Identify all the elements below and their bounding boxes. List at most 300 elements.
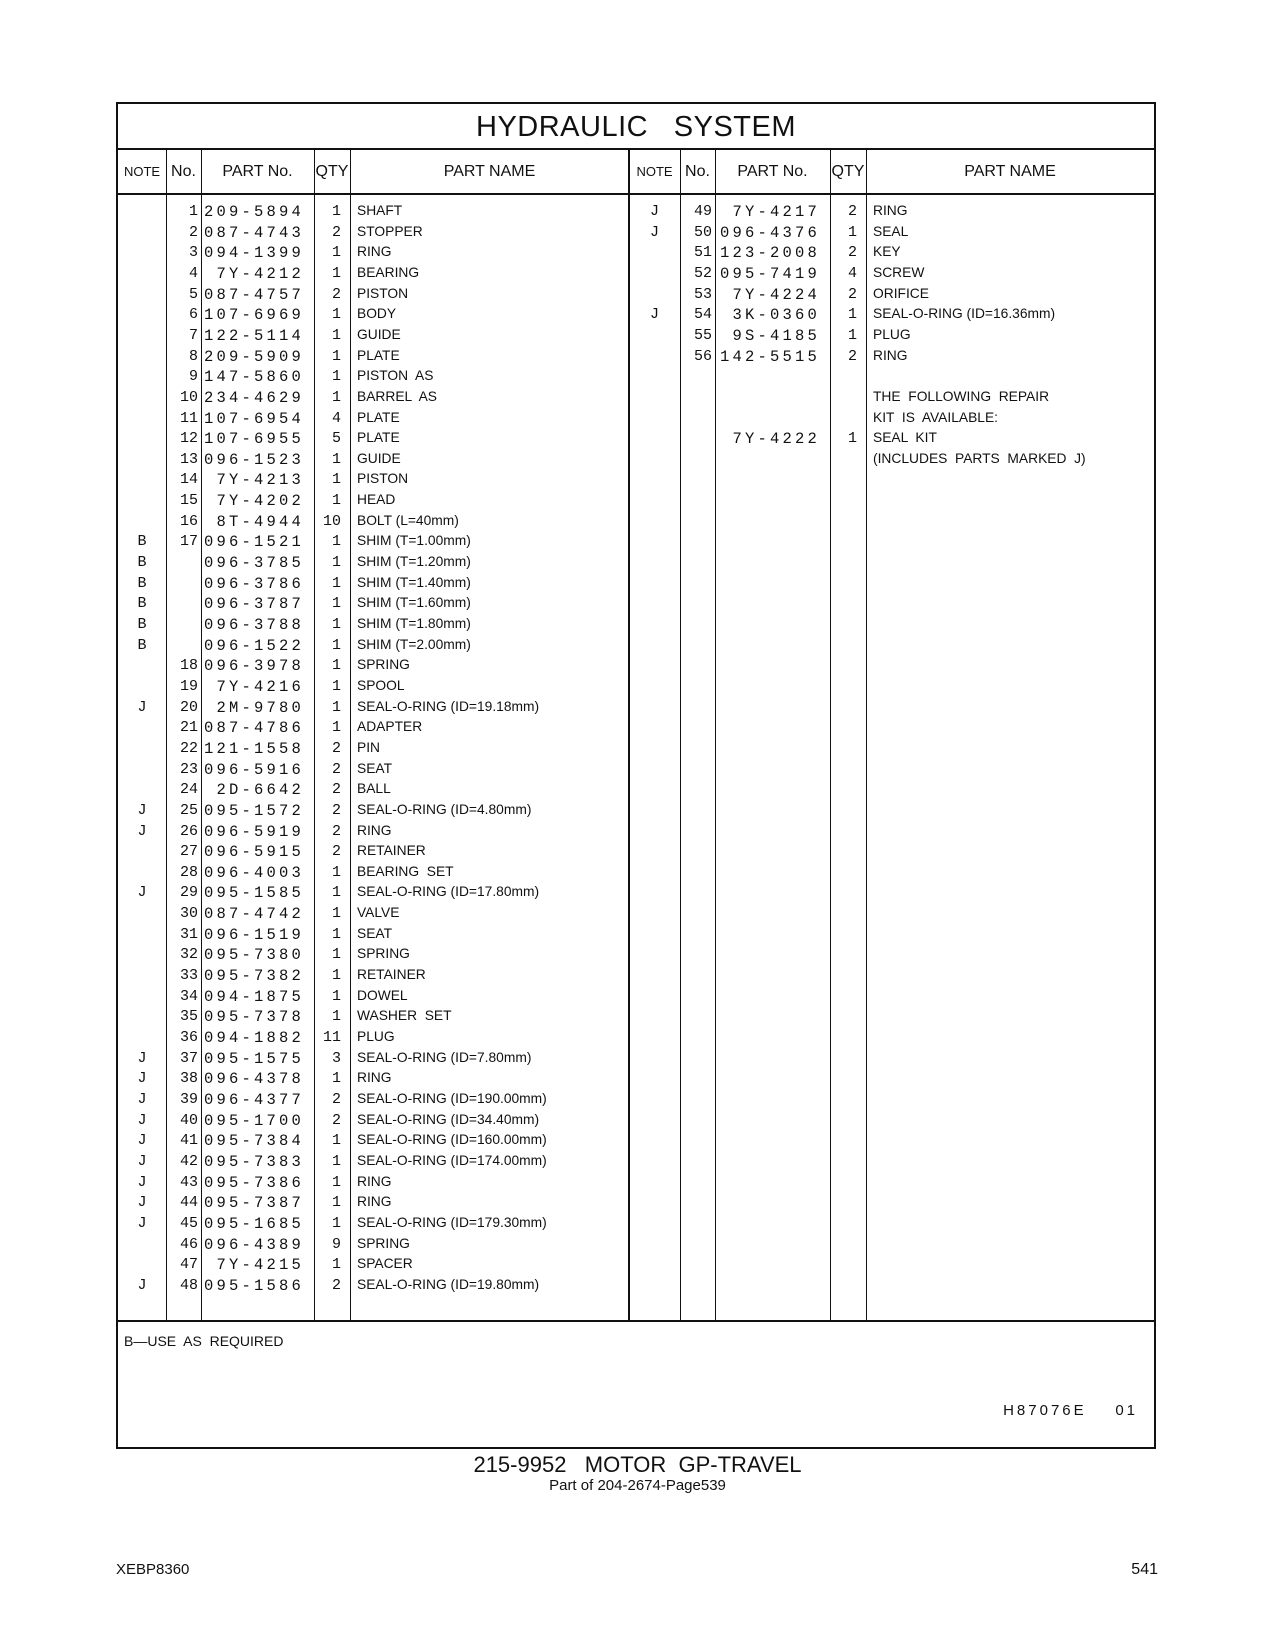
item-number-cell: 34	[179, 987, 198, 1005]
item-number-cell: 20	[179, 698, 198, 716]
part-name-cell: RING	[357, 244, 392, 260]
part-number-cell: 7Y-4217	[732, 203, 820, 221]
part-name-cell: SEAL-O-RING (ID=7.80mm)	[357, 1049, 532, 1065]
part-number-cell: 095-7383	[203, 1152, 304, 1171]
quantity-cell: 1	[331, 616, 341, 633]
item-number-cell: 18	[179, 657, 198, 675]
note-cell: J	[137, 822, 147, 840]
part-name-cell: DOWEL	[357, 987, 408, 1003]
part-number-cell: 096-1519	[203, 925, 304, 944]
part-number-cell: 9S-4185	[732, 326, 820, 345]
note-cell: J	[649, 203, 659, 220]
table-row	[118, 513, 1154, 535]
note-cell: B	[137, 636, 147, 654]
part-number-cell: 095-1586	[203, 1276, 304, 1295]
quantity-cell: 1	[331, 595, 341, 613]
quantity-cell: 1	[331, 203, 341, 220]
quantity-cell: 11	[322, 1029, 341, 1046]
table-row	[118, 1029, 1154, 1051]
part-number-cell: 107-6955	[203, 430, 304, 449]
table-row	[118, 1008, 1154, 1030]
item-number-cell: 33	[179, 967, 198, 985]
part-number-cell: 096-1521	[203, 533, 304, 552]
part-name-cell: GUIDE	[357, 450, 401, 466]
table-row	[118, 678, 1154, 700]
table-row	[118, 843, 1154, 865]
table-row	[118, 471, 1154, 493]
quantity-cell: 1	[331, 1008, 341, 1026]
part-name-cell: STOPPER	[357, 223, 423, 239]
quantity-cell: 1	[331, 264, 341, 282]
part-number-cell: 095-7419	[719, 264, 820, 283]
table-row	[118, 203, 1154, 225]
table-row	[118, 740, 1154, 762]
part-name-cell: BEARING	[357, 264, 420, 280]
note-cell: B	[137, 574, 147, 592]
part-name-cell: ADAPTER	[357, 719, 423, 735]
table-row	[118, 761, 1154, 783]
item-number-cell: 12	[179, 430, 198, 448]
quantity-cell: 1	[331, 677, 341, 695]
table-row	[118, 575, 1154, 597]
quantity-cell: 1	[331, 533, 341, 551]
quantity-cell: 10	[322, 512, 341, 530]
part-name-cell: BOLT (L=40mm)	[357, 512, 459, 528]
item-number-cell: 6	[188, 306, 198, 324]
part-number-cell: 096-3978	[203, 657, 304, 676]
part-number-cell: 095-7378	[203, 1008, 304, 1027]
table-row	[118, 1091, 1154, 1113]
part-number-cell: 096-4376	[719, 223, 820, 242]
quantity-cell: 2	[331, 843, 341, 861]
quantity-cell: 1	[331, 368, 341, 386]
caption-sub: Part of 204-2674-Page539	[549, 1477, 726, 1494]
table-header	[118, 150, 1154, 195]
table-row	[118, 1153, 1154, 1175]
table-row	[118, 1070, 1154, 1092]
table-row	[118, 823, 1154, 845]
item-number-cell: 23	[179, 760, 198, 778]
part-number-cell: 087-4757	[203, 285, 304, 304]
quantity-cell: 2	[331, 223, 341, 241]
part-number-cell: 8T-4944	[216, 512, 304, 531]
quantity-cell: 3	[331, 1049, 341, 1067]
part-name-cell: PLATE	[357, 347, 400, 363]
table-body	[118, 195, 1154, 1320]
item-number-cell: 45	[179, 1214, 198, 1232]
part-name-cell: SEAL-O-RING (ID=160.00mm)	[357, 1132, 547, 1148]
quantity-cell: 1	[331, 1173, 341, 1191]
table-row	[118, 905, 1154, 927]
item-number-cell: 30	[179, 905, 198, 923]
item-number-cell: 13	[179, 450, 198, 468]
part-number-cell: 107-6969	[203, 306, 304, 325]
part-name-cell: PIN	[357, 739, 380, 755]
part-number-cell: 096-3788	[203, 616, 304, 634]
quantity-cell: 5	[331, 430, 341, 448]
part-name-cell: SEAL-O-RING (ID=174.00mm)	[357, 1152, 547, 1168]
table-row	[118, 637, 1154, 659]
part-number-cell: 107-6954	[203, 409, 304, 428]
col-header-qty-right: QTY	[831, 163, 865, 180]
part-number-cell: 2D-6642	[216, 781, 304, 800]
part-name-cell: RETAINER	[357, 843, 426, 859]
table-row	[118, 802, 1154, 824]
item-number-cell: 7	[188, 326, 198, 344]
part-number-cell: 094-1399	[203, 244, 304, 263]
quantity-cell: 1	[331, 1256, 341, 1274]
table-row	[118, 533, 1154, 555]
note-cell: J	[137, 1214, 147, 1232]
quantity-cell: 2	[331, 801, 341, 819]
item-number-cell: 32	[179, 946, 198, 964]
part-name-cell: RING	[357, 1070, 392, 1086]
note-cell: J	[137, 1194, 147, 1212]
quantity-cell: 1	[331, 326, 341, 344]
part-name-cell: RING	[357, 1173, 392, 1189]
table-row	[118, 1256, 1154, 1278]
quantity-cell: 1	[847, 306, 857, 324]
part-name-cell: SPRING	[357, 1235, 410, 1251]
item-number-cell: 28	[179, 863, 198, 881]
part-name-cell: PLATE	[357, 430, 400, 446]
quantity-cell: 1	[331, 1132, 341, 1150]
table-row	[118, 1050, 1154, 1072]
table-row	[118, 1236, 1154, 1258]
part-name-cell: VALVE	[357, 905, 400, 921]
part-name-cell: SHIM (T=1.40mm)	[357, 574, 471, 590]
part-name-cell: PISTON	[357, 471, 409, 487]
part-name-cell: PISTON AS	[357, 368, 434, 384]
col-header-note-left: NOTE	[123, 164, 161, 179]
table-row	[118, 286, 1154, 308]
drawing-code: H87076E 01	[1003, 1402, 1138, 1419]
note-cell: J	[649, 306, 659, 324]
part-name-cell: BALL	[357, 781, 391, 797]
quantity-cell: 1	[847, 223, 857, 241]
part-number-cell: 096-3785	[203, 554, 304, 573]
table-row	[118, 1112, 1154, 1134]
item-number-cell: 27	[179, 843, 198, 861]
col-header-no-left: No.	[171, 163, 196, 180]
part-number-cell: 096-5915	[203, 843, 304, 862]
note-cell: B	[137, 554, 147, 572]
part-name-cell: SHIM (T=2.00mm)	[357, 636, 471, 652]
quantity-cell: 1	[331, 574, 341, 592]
item-number-cell: 42	[179, 1152, 198, 1170]
quantity-cell: 1	[331, 946, 341, 964]
part-name-cell: SPOOL	[357, 677, 405, 693]
table-row	[118, 926, 1154, 948]
part-name-cell: SEAL-O-RING (ID=179.30mm)	[357, 1214, 547, 1230]
item-number-cell: 16	[179, 512, 198, 530]
part-number-cell: 095-7382	[203, 967, 304, 986]
table-row	[118, 224, 1154, 246]
quantity-cell: 4	[847, 264, 857, 282]
document-id: XEBP8360	[116, 1561, 190, 1578]
table-row	[118, 368, 1154, 390]
part-name-cell: PLATE	[357, 409, 400, 425]
quantity-cell: 1	[331, 1214, 341, 1232]
quantity-cell: 4	[331, 409, 341, 427]
quantity-cell: 1	[331, 1194, 341, 1212]
col-header-partname-right: PART NAME	[964, 163, 1056, 180]
quantity-cell: 1	[847, 326, 857, 344]
table-row	[118, 348, 1154, 370]
part-name-cell: RING	[873, 347, 908, 363]
quantity-cell: 2	[331, 1276, 341, 1294]
item-number-cell: 46	[179, 1235, 198, 1253]
part-name-cell: SPRING	[357, 657, 410, 673]
quantity-cell: 2	[331, 760, 341, 778]
part-number-cell: 147-5860	[203, 368, 304, 387]
part-name-cell: SEAL-O-RING (ID=34.40mm)	[357, 1111, 540, 1127]
part-number-cell: 087-4786	[203, 719, 304, 738]
item-number-cell: 14	[179, 471, 198, 489]
quantity-cell: 1	[331, 636, 341, 654]
table-row	[118, 492, 1154, 514]
part-name-cell: SHIM (T=1.20mm)	[357, 554, 471, 570]
table-row	[118, 616, 1154, 638]
quantity-cell: 1	[331, 719, 341, 737]
item-number-cell: 54	[693, 306, 712, 324]
part-name-cell: BODY	[357, 306, 397, 322]
part-number-cell: 209-5894	[203, 203, 304, 221]
part-number-cell: 121-1558	[203, 739, 304, 758]
part-name-cell: SEAT	[357, 760, 393, 776]
part-number-cell: 095-7384	[203, 1132, 304, 1151]
part-number-cell: 234-4629	[203, 388, 304, 407]
col-header-no-right: No.	[685, 163, 710, 180]
part-name-cell: PISTON	[357, 285, 409, 301]
note-cell: B	[137, 616, 147, 633]
table-row	[118, 699, 1154, 721]
note-cell: J	[137, 1173, 147, 1191]
quantity-cell: 2	[331, 1111, 341, 1129]
part-name-cell: SEAL-O-RING (ID=17.80mm)	[357, 884, 540, 900]
item-number-cell: 50	[693, 223, 712, 241]
part-number-cell: 094-1875	[203, 987, 304, 1006]
quantity-cell: 2	[847, 347, 857, 365]
parts-list-frame	[116, 102, 1156, 1449]
item-number-cell: 56	[693, 347, 712, 365]
part-name-cell: SHIM (T=1.00mm)	[357, 533, 471, 549]
part-number-cell: 7Y-4202	[216, 492, 304, 511]
quantity-cell: 1	[331, 554, 341, 572]
item-number-cell: 52	[693, 264, 712, 282]
item-number-cell: 41	[179, 1132, 198, 1150]
part-name-cell: HEAD	[357, 492, 396, 508]
col-header-note-right: NOTE	[636, 164, 673, 179]
table-row	[118, 1215, 1154, 1237]
item-number-cell: 19	[179, 677, 198, 695]
note-cell: J	[137, 698, 147, 716]
part-number-cell: 096-3787	[203, 595, 304, 614]
part-number-cell: 094-1882	[203, 1029, 304, 1047]
item-number-cell: 15	[179, 492, 198, 510]
part-name-cell: KEY	[873, 244, 901, 260]
quantity-cell: 1	[331, 388, 341, 406]
part-number-cell: 096-1522	[203, 636, 304, 655]
item-number-cell: 1	[188, 203, 198, 220]
part-number-cell: 142-5515	[719, 347, 820, 366]
page-number: 541	[1131, 1561, 1158, 1578]
item-number-cell: 25	[179, 801, 198, 819]
part-number-cell: 7Y-4224	[732, 285, 820, 304]
part-name-cell: THE FOLLOWING REPAIR	[873, 388, 1050, 404]
table-row	[118, 595, 1154, 617]
part-name-cell: SEAL-O-RING (ID=19.18mm)	[357, 698, 540, 714]
note-cell: J	[137, 801, 147, 819]
item-number-cell: 11	[179, 409, 198, 427]
note-cell: J	[649, 223, 659, 241]
quantity-cell: 1	[331, 1070, 341, 1088]
part-name-cell: BARREL AS	[357, 388, 438, 404]
quantity-cell: 2	[331, 822, 341, 840]
part-name-cell: RING	[873, 203, 908, 218]
quantity-cell: 2	[331, 781, 341, 799]
quantity-cell: 1	[847, 430, 857, 448]
part-number-cell: 095-7387	[203, 1194, 304, 1213]
col-header-qty-left: QTY	[315, 163, 349, 180]
item-number-cell: 55	[693, 326, 712, 344]
table-row	[118, 864, 1154, 886]
part-name-cell: SEAL-O-RING (ID=190.00mm)	[357, 1090, 547, 1106]
item-number-cell: 2	[188, 223, 198, 241]
part-name-cell: SPRING	[357, 946, 410, 962]
table-row	[118, 554, 1154, 576]
table-row	[118, 244, 1154, 266]
part-name-cell: SHIM (T=1.80mm)	[357, 616, 471, 631]
quantity-cell: 2	[331, 285, 341, 303]
note-cell: B	[137, 595, 147, 613]
section-title: HYDRAULIC SYSTEM	[118, 104, 1154, 150]
note-cell: J	[137, 884, 147, 902]
part-name-cell: SPACER	[357, 1256, 413, 1272]
col-header-partname-left: PART NAME	[443, 163, 536, 180]
item-number-cell: 4	[188, 264, 198, 282]
table-row	[118, 967, 1154, 989]
item-number-cell: 51	[693, 244, 712, 262]
item-number-cell: 38	[179, 1070, 198, 1088]
footnote: B—USE AS REQUIRED	[124, 1333, 284, 1349]
item-number-cell: 21	[179, 719, 198, 737]
item-number-cell: 26	[179, 822, 198, 840]
part-number-cell: 2M-9780	[216, 698, 304, 717]
part-number-cell: 095-1700	[203, 1111, 304, 1130]
part-name-cell: PLUG	[873, 326, 911, 342]
part-number-cell: 096-4377	[203, 1090, 304, 1109]
part-number-cell: 096-4389	[203, 1235, 304, 1254]
note-cell: J	[137, 1049, 147, 1067]
part-number-cell: 3K-0360	[732, 306, 820, 325]
item-number-cell: 22	[179, 739, 198, 757]
part-number-cell: 095-7386	[203, 1173, 304, 1192]
note-cell: J	[137, 1132, 147, 1150]
table-row	[118, 430, 1154, 452]
part-name-cell: RETAINER	[357, 967, 426, 983]
part-number-cell: 095-1585	[203, 884, 304, 903]
table-row	[118, 988, 1154, 1010]
table-row	[118, 781, 1154, 803]
part-name-cell: RING	[357, 1194, 392, 1210]
quantity-cell: 1	[331, 347, 341, 365]
quantity-cell: 1	[331, 884, 341, 902]
quantity-cell: 2	[847, 285, 857, 303]
table-row	[118, 884, 1154, 906]
table-row	[118, 265, 1154, 287]
part-name-cell: ORIFICE	[873, 285, 929, 301]
note-cell: J	[137, 1276, 147, 1294]
figure-caption	[0, 1453, 1275, 1495]
part-number-cell: 096-5916	[203, 760, 304, 779]
item-number-cell: 5	[188, 285, 198, 303]
col-header-partno-left: PART No.	[222, 163, 293, 180]
part-number-cell: 095-1575	[203, 1049, 304, 1068]
part-number-cell: 7Y-4212	[216, 264, 304, 283]
quantity-cell: 1	[331, 244, 341, 262]
part-number-cell: 096-4003	[203, 863, 304, 882]
part-number-cell: 095-1685	[203, 1214, 304, 1233]
table-row	[118, 719, 1154, 741]
item-number-cell: 53	[693, 285, 712, 303]
part-number-cell: 096-1523	[203, 450, 304, 469]
quantity-cell: 1	[331, 492, 341, 510]
part-number-cell: 087-4742	[203, 905, 304, 924]
item-number-cell: 24	[179, 781, 198, 799]
part-number-cell: 122-5114	[203, 326, 304, 345]
table-row	[118, 1194, 1154, 1216]
table-row	[118, 306, 1154, 328]
table-row	[118, 389, 1154, 411]
caption-main: 215-9952 MOTOR GP-TRAVEL	[473, 1452, 802, 1477]
quantity-cell: 2	[331, 739, 341, 757]
item-number-cell: 31	[179, 925, 198, 943]
table-row	[118, 410, 1154, 432]
item-number-cell: 8	[188, 347, 198, 365]
part-number-cell: 096-4378	[203, 1070, 304, 1089]
quantity-cell: 2	[847, 244, 857, 262]
table-row	[118, 1277, 1154, 1299]
part-name-cell: SHIM (T=1.60mm)	[357, 595, 471, 611]
item-number-cell: 29	[179, 884, 198, 902]
part-number-cell: 095-1572	[203, 801, 304, 820]
quantity-cell: 1	[331, 306, 341, 324]
note-cell: B	[137, 533, 147, 551]
quantity-cell: 2	[847, 203, 857, 220]
part-name-cell: SEAL-O-RING (ID=4.80mm)	[357, 801, 532, 817]
part-number-cell: 7Y-4215	[216, 1256, 304, 1275]
quantity-cell: 1	[331, 863, 341, 881]
part-name-cell: SEAL	[873, 223, 909, 239]
part-name-cell: PLUG	[357, 1029, 395, 1044]
table-row	[118, 657, 1154, 679]
part-number-cell: 7Y-4216	[216, 677, 304, 696]
part-name-cell: SEAL-O-RING (ID=19.80mm)	[357, 1276, 540, 1292]
part-number-cell: 123-2008	[719, 244, 820, 263]
note-cell: J	[137, 1152, 147, 1170]
item-number-cell: 43	[179, 1173, 198, 1191]
part-name-cell: (INCLUDES PARTS MARKED J)	[873, 450, 1086, 466]
item-number-cell: 17	[179, 533, 198, 551]
part-name-cell: SEAL KIT	[873, 430, 937, 446]
item-number-cell: 49	[693, 203, 712, 220]
part-name-cell: SEAL-O-RING (ID=16.36mm)	[873, 306, 1056, 322]
table-row	[118, 1132, 1154, 1154]
item-number-cell: 40	[179, 1111, 198, 1129]
item-number-cell: 9	[188, 368, 198, 386]
item-number-cell: 36	[179, 1029, 198, 1046]
